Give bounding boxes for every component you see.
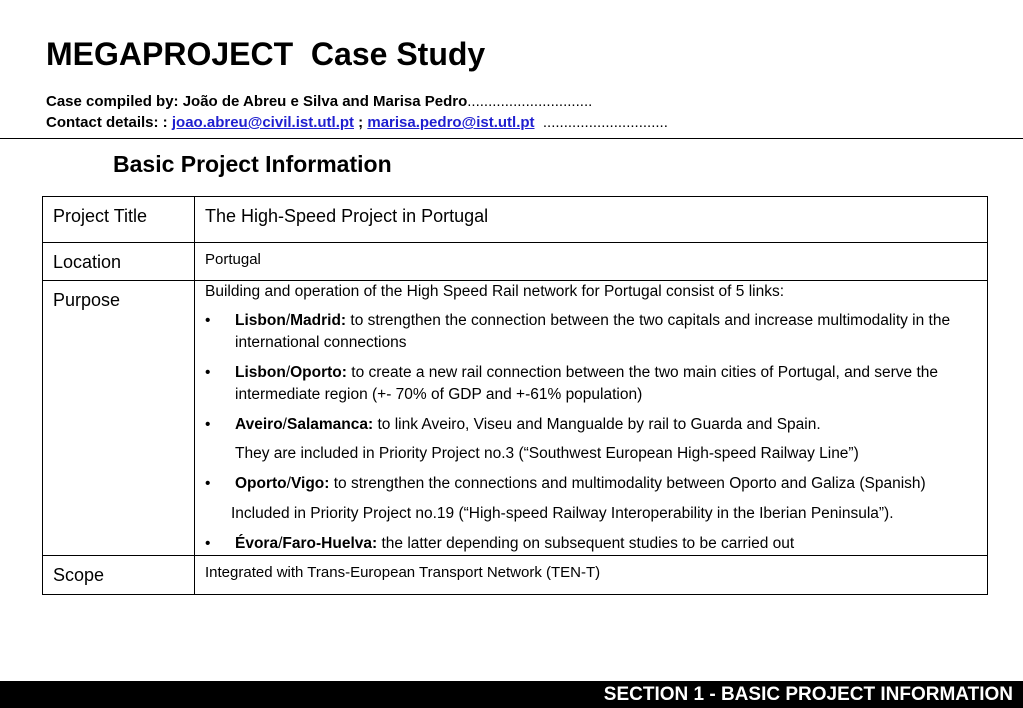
scope-value: Integrated with Trans-European Transport Network (TEN-T) bbox=[205, 564, 601, 581]
bullet-icon: • bbox=[205, 475, 211, 492]
link-description: the latter depending on subsequent studies to be carried out bbox=[377, 535, 795, 552]
project-title-cell bbox=[195, 197, 988, 243]
location-value: Portugal bbox=[205, 251, 261, 268]
contact-email-link-1[interactable]: joao.abreu@civil.ist.utl.pt bbox=[171, 114, 355, 131]
priority-project-3-note: They are included in Priority Project no.3 (“Southwest European High-speed Railway Line”) bbox=[235, 445, 859, 462]
link-destination: Vigo: bbox=[290, 475, 330, 492]
table-row-project-title bbox=[43, 197, 988, 243]
link-separator: / bbox=[278, 535, 283, 552]
link-separator: / bbox=[286, 475, 291, 492]
list-item-evora-faro-huelva bbox=[205, 533, 977, 555]
compiled-by-text: Case compiled by: João de Abreu e Silva and Marisa Pedro bbox=[46, 93, 468, 110]
footer-bar bbox=[0, 681, 1023, 708]
page-title: MEGAPROJECT Case Study bbox=[46, 36, 486, 72]
contact-details-line bbox=[46, 113, 668, 133]
list-item-aveiro-salamanca bbox=[205, 414, 977, 436]
bullet-icon: • bbox=[205, 416, 211, 433]
list-item-oporto-vigo bbox=[205, 473, 977, 495]
bullet-icon: • bbox=[205, 535, 211, 552]
link-destination: Faro-Huelva: bbox=[282, 535, 378, 552]
project-title-label: Project Title bbox=[43, 197, 195, 243]
link-origin: Aveiro bbox=[235, 416, 283, 433]
scope-cell bbox=[195, 556, 988, 595]
table-row-purpose bbox=[43, 281, 988, 556]
priority-project-19-note: Included in Priority Project no.19 (“High-speed Railway Interoperability in the Iberian Peninsula”). bbox=[231, 505, 894, 522]
contact-separator: ; bbox=[354, 114, 368, 131]
link-separator: / bbox=[285, 312, 291, 329]
link-description: to strengthen the connections and multimodality between Oporto and Galiza (Spanish) bbox=[329, 475, 926, 492]
bullet-icon: • bbox=[205, 364, 211, 381]
purpose-intro: Building and operation of the High Speed Rail network for Portugal consist of 5 links: bbox=[205, 283, 785, 300]
location-label: Location bbox=[43, 243, 195, 281]
compiled-by-line bbox=[46, 92, 592, 112]
location-cell bbox=[195, 243, 988, 281]
link-destination: Oporto: bbox=[290, 364, 347, 381]
contact-dots: .............................. bbox=[542, 114, 668, 131]
bullet-icon: • bbox=[205, 312, 211, 329]
footer-section-label: SECTION 1 - BASIC PROJECT INFORMATION bbox=[603, 684, 1013, 705]
project-info-table bbox=[42, 196, 988, 595]
link-origin: Lisbon bbox=[235, 312, 286, 329]
link-description: to create a new rail connection between the two main cities of Portugal, and serve the intermediate region (+- 70% of GDP and +-61% population) bbox=[235, 364, 939, 403]
contact-email-link-2[interactable]: marisa.pedro@ist.utl.pt bbox=[367, 114, 535, 131]
scope-label: Scope bbox=[43, 556, 195, 595]
project-title-value: The High-Speed Project in Portugal bbox=[205, 206, 489, 226]
purpose-cell bbox=[195, 281, 988, 556]
table-row-scope bbox=[43, 556, 988, 595]
compiled-by-dots: .............................. bbox=[467, 93, 593, 110]
link-destination: Madrid: bbox=[290, 312, 347, 329]
section-heading: Basic Project Information bbox=[113, 151, 392, 177]
list-item-lisbon-oporto bbox=[205, 362, 977, 406]
contact-label: Contact details: : bbox=[46, 114, 172, 131]
link-separator: / bbox=[285, 364, 291, 381]
purpose-label: Purpose bbox=[43, 281, 195, 556]
link-origin: Oporto bbox=[235, 475, 287, 492]
link-origin: Évora bbox=[235, 535, 279, 552]
link-separator: / bbox=[282, 416, 287, 433]
link-description: to strengthen the connection between the two capitals and increase multimodality in the international connections bbox=[235, 312, 951, 351]
table-row-location bbox=[43, 243, 988, 281]
link-origin: Lisbon bbox=[235, 364, 286, 381]
link-destination: Salamanca: bbox=[286, 416, 374, 433]
header-divider bbox=[0, 138, 1023, 139]
list-item-lisbon-madrid bbox=[205, 310, 977, 354]
link-description: to link Aveiro, Viseu and Mangualde by rail to Guarda and Spain. bbox=[373, 416, 821, 433]
